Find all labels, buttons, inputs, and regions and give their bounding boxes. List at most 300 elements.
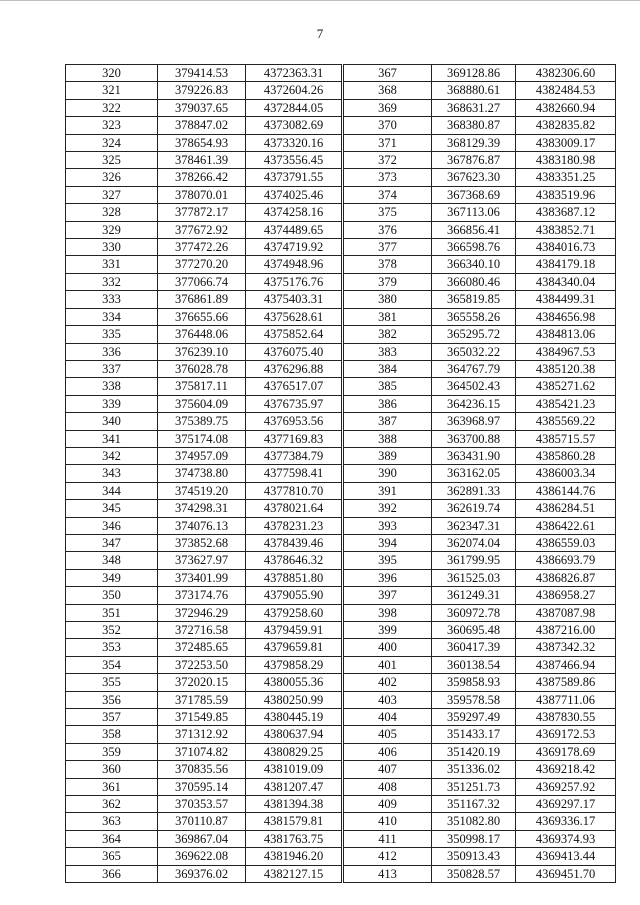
point-number-cell: 381 [344,308,432,325]
point-number-cell: 380 [344,291,432,308]
x-coordinate-cell: 362891.33 [432,482,516,499]
table-row [66,395,342,412]
y-coordinate-cell: 4378231.23 [246,517,342,534]
y-coordinate-cell: 4384016.73 [516,239,616,256]
point-number-cell: 352 [66,622,158,639]
point-number-cell: 335 [66,326,158,343]
table-row [344,465,616,482]
y-coordinate-cell: 4380445.19 [246,709,342,726]
x-coordinate-cell: 351336.02 [432,761,516,778]
y-coordinate-cell: 4386559.03 [516,534,616,551]
table-row [66,761,342,778]
point-number-cell: 377 [344,239,432,256]
table-row [66,413,342,430]
point-number-cell: 343 [66,465,158,482]
x-coordinate-cell: 371074.82 [158,743,246,760]
table-row [344,360,616,377]
x-coordinate-cell: 365819.85 [432,291,516,308]
y-coordinate-cell: 4374025.46 [246,186,342,203]
x-coordinate-cell: 351167.32 [432,796,516,813]
y-coordinate-cell: 4374719.92 [246,239,342,256]
point-number-cell: 328 [66,204,158,221]
table-row [66,848,342,865]
y-coordinate-cell: 4383687.12 [516,204,616,221]
table-row [344,674,616,691]
point-number-cell: 351 [66,604,158,621]
point-number-cell: 333 [66,291,158,308]
table-row [344,99,616,116]
x-coordinate-cell: 359578.58 [432,691,516,708]
y-coordinate-cell: 4385860.28 [516,447,616,464]
table-row [66,326,342,343]
coordinates-table-right [343,64,616,883]
y-coordinate-cell: 4382660.94 [516,99,616,116]
x-coordinate-cell: 363700.88 [432,430,516,447]
point-number-cell: 363 [66,813,158,830]
point-number-cell: 373 [344,169,432,186]
y-coordinate-cell: 4374489.65 [246,221,342,238]
table-row [66,430,342,447]
y-coordinate-cell: 4369172.53 [516,726,616,743]
y-coordinate-cell: 4383351.25 [516,169,616,186]
point-number-cell: 359 [66,743,158,760]
y-coordinate-cell: 4376953.56 [246,413,342,430]
table-row [344,186,616,203]
point-number-cell: 366 [66,865,158,882]
table-row [344,796,616,813]
y-coordinate-cell: 4383852.71 [516,221,616,238]
y-coordinate-cell: 4379258.60 [246,604,342,621]
y-coordinate-cell: 4381207.47 [246,778,342,795]
x-coordinate-cell: 370110.87 [158,813,246,830]
y-coordinate-cell: 4387830.55 [516,709,616,726]
y-coordinate-cell: 4382484.53 [516,82,616,99]
y-coordinate-cell: 4369178.69 [516,743,616,760]
y-coordinate-cell: 4374948.96 [246,256,342,273]
table-row [66,465,342,482]
table-row [344,639,616,656]
table-row [344,552,616,569]
y-coordinate-cell: 4386826.87 [516,569,616,586]
table-row [344,413,616,430]
x-coordinate-cell: 369622.08 [158,848,246,865]
x-coordinate-cell: 372485.65 [158,639,246,656]
y-coordinate-cell: 4379459.91 [246,622,342,639]
point-number-cell: 386 [344,395,432,412]
table-row [66,778,342,795]
x-coordinate-cell: 351251.73 [432,778,516,795]
point-number-cell: 405 [344,726,432,743]
x-coordinate-cell: 371312.92 [158,726,246,743]
point-number-cell: 331 [66,256,158,273]
y-coordinate-cell: 4384499.31 [516,291,616,308]
y-coordinate-cell: 4382306.60 [516,65,616,82]
table-row [66,656,342,673]
y-coordinate-cell: 4386693.79 [516,552,616,569]
table-row [344,622,616,639]
y-coordinate-cell: 4378646.32 [246,552,342,569]
x-coordinate-cell: 369376.02 [158,865,246,882]
x-coordinate-cell: 376239.10 [158,343,246,360]
table-row [66,813,342,830]
point-number-cell: 323 [66,117,158,134]
x-coordinate-cell: 366340.10 [432,256,516,273]
x-coordinate-cell: 360972.78 [432,604,516,621]
x-coordinate-cell: 375817.11 [158,378,246,395]
table-row [66,830,342,847]
table-row [66,360,342,377]
point-number-cell: 393 [344,517,432,534]
table-row [66,865,342,882]
x-coordinate-cell: 377672.92 [158,221,246,238]
y-coordinate-cell: 4378021.64 [246,500,342,517]
point-number-cell: 342 [66,447,158,464]
x-coordinate-cell: 370595.14 [158,778,246,795]
table-row [344,65,616,82]
x-coordinate-cell: 366080.46 [432,273,516,290]
table-row [344,308,616,325]
y-coordinate-cell: 4375403.31 [246,291,342,308]
coordinates-table-right-body [344,65,616,883]
x-coordinate-cell: 370353.57 [158,796,246,813]
point-number-cell: 337 [66,360,158,377]
x-coordinate-cell: 371549.85 [158,709,246,726]
point-number-cell: 327 [66,186,158,203]
x-coordinate-cell: 363162.05 [432,465,516,482]
table-row [66,552,342,569]
table-row [66,204,342,221]
table-row [66,674,342,691]
table-row [66,152,342,169]
y-coordinate-cell: 4381019.09 [246,761,342,778]
table-row [66,291,342,308]
x-coordinate-cell: 373174.76 [158,587,246,604]
point-number-cell: 397 [344,587,432,604]
point-number-cell: 372 [344,152,432,169]
point-number-cell: 326 [66,169,158,186]
x-coordinate-cell: 372020.15 [158,674,246,691]
point-number-cell: 360 [66,761,158,778]
table-row [344,830,616,847]
x-coordinate-cell: 378847.02 [158,117,246,134]
point-number-cell: 411 [344,830,432,847]
table-row [344,152,616,169]
x-coordinate-cell: 376655.66 [158,308,246,325]
point-number-cell: 392 [344,500,432,517]
x-coordinate-cell: 373852.68 [158,534,246,551]
table-row [66,378,342,395]
x-coordinate-cell: 378266.42 [158,169,246,186]
x-coordinate-cell: 361525.03 [432,569,516,586]
x-coordinate-cell: 377270.20 [158,256,246,273]
x-coordinate-cell: 376448.06 [158,326,246,343]
x-coordinate-cell: 366598.76 [432,239,516,256]
x-coordinate-cell: 366856.41 [432,221,516,238]
point-number-cell: 369 [344,99,432,116]
x-coordinate-cell: 379414.53 [158,65,246,82]
point-number-cell: 340 [66,413,158,430]
x-coordinate-cell: 375604.09 [158,395,246,412]
point-number-cell: 361 [66,778,158,795]
x-coordinate-cell: 351433.17 [432,726,516,743]
table-row [344,691,616,708]
x-coordinate-cell: 351082.80 [432,813,516,830]
y-coordinate-cell: 4379858.29 [246,656,342,673]
point-number-cell: 407 [344,761,432,778]
point-number-cell: 389 [344,447,432,464]
point-number-cell: 409 [344,796,432,813]
x-coordinate-cell: 368631.27 [432,99,516,116]
y-coordinate-cell: 4373791.55 [246,169,342,186]
table-row [66,604,342,621]
x-coordinate-cell: 367368.69 [432,186,516,203]
x-coordinate-cell: 374738.80 [158,465,246,482]
point-number-cell: 349 [66,569,158,586]
table-row [66,82,342,99]
point-number-cell: 384 [344,360,432,377]
point-number-cell: 403 [344,691,432,708]
x-coordinate-cell: 378654.93 [158,134,246,151]
x-coordinate-cell: 370835.56 [158,761,246,778]
y-coordinate-cell: 4376296.88 [246,360,342,377]
y-coordinate-cell: 4369451.70 [516,865,616,882]
point-number-cell: 391 [344,482,432,499]
x-coordinate-cell: 378070.01 [158,186,246,203]
y-coordinate-cell: 4387216.00 [516,622,616,639]
x-coordinate-cell: 360695.48 [432,622,516,639]
y-coordinate-cell: 4379659.81 [246,639,342,656]
point-number-cell: 378 [344,256,432,273]
table-row [344,204,616,221]
y-coordinate-cell: 4385271.62 [516,378,616,395]
table-row [66,343,342,360]
point-number-cell: 329 [66,221,158,238]
table-row [344,221,616,238]
y-coordinate-cell: 4384179.18 [516,256,616,273]
x-coordinate-cell: 379226.83 [158,82,246,99]
y-coordinate-cell: 4380250.99 [246,691,342,708]
point-number-cell: 324 [66,134,158,151]
table-row [66,622,342,639]
y-coordinate-cell: 4369413.44 [516,848,616,865]
point-number-cell: 400 [344,639,432,656]
table-row [66,273,342,290]
y-coordinate-cell: 4386003.34 [516,465,616,482]
x-coordinate-cell: 373627.97 [158,552,246,569]
x-coordinate-cell: 363968.97 [432,413,516,430]
x-coordinate-cell: 379037.65 [158,99,246,116]
x-coordinate-cell: 369128.86 [432,65,516,82]
x-coordinate-cell: 374957.09 [158,447,246,464]
point-number-cell: 401 [344,656,432,673]
table-row [66,256,342,273]
x-coordinate-cell: 369867.04 [158,830,246,847]
y-coordinate-cell: 4383180.98 [516,152,616,169]
y-coordinate-cell: 4385715.57 [516,430,616,447]
y-coordinate-cell: 4381394.38 [246,796,342,813]
x-coordinate-cell: 362074.04 [432,534,516,551]
table-row [344,656,616,673]
point-number-cell: 362 [66,796,158,813]
table-row [66,587,342,604]
x-coordinate-cell: 364236.15 [432,395,516,412]
y-coordinate-cell: 4384340.04 [516,273,616,290]
table-row [344,482,616,499]
point-number-cell: 338 [66,378,158,395]
point-number-cell: 341 [66,430,158,447]
point-number-cell: 332 [66,273,158,290]
table-row [66,691,342,708]
y-coordinate-cell: 4381763.75 [246,830,342,847]
x-coordinate-cell: 377066.74 [158,273,246,290]
point-number-cell: 347 [66,534,158,551]
x-coordinate-cell: 350913.43 [432,848,516,865]
table-row [344,604,616,621]
x-coordinate-cell: 360138.54 [432,656,516,673]
y-coordinate-cell: 4384967.53 [516,343,616,360]
y-coordinate-cell: 4387342.32 [516,639,616,656]
x-coordinate-cell: 361249.31 [432,587,516,604]
x-coordinate-cell: 350828.57 [432,865,516,882]
x-coordinate-cell: 365558.26 [432,308,516,325]
point-number-cell: 399 [344,622,432,639]
point-number-cell: 402 [344,674,432,691]
y-coordinate-cell: 4386422.61 [516,517,616,534]
point-number-cell: 357 [66,709,158,726]
coordinates-table-left [65,64,342,883]
y-coordinate-cell: 4387087.98 [516,604,616,621]
x-coordinate-cell: 359858.93 [432,674,516,691]
table-row [66,709,342,726]
point-number-cell: 336 [66,343,158,360]
table-row [344,256,616,273]
point-number-cell: 358 [66,726,158,743]
x-coordinate-cell: 375174.08 [158,430,246,447]
point-number-cell: 385 [344,378,432,395]
x-coordinate-cell: 371785.59 [158,691,246,708]
table-row [344,430,616,447]
point-number-cell: 356 [66,691,158,708]
y-coordinate-cell: 4387466.94 [516,656,616,673]
point-number-cell: 374 [344,186,432,203]
y-coordinate-cell: 4384813.06 [516,326,616,343]
x-coordinate-cell: 372946.29 [158,604,246,621]
x-coordinate-cell: 368380.87 [432,117,516,134]
table-row [66,482,342,499]
y-coordinate-cell: 4373082.69 [246,117,342,134]
y-coordinate-cell: 4377384.79 [246,447,342,464]
table-row [344,517,616,534]
x-coordinate-cell: 360417.39 [432,639,516,656]
table-row [66,726,342,743]
y-coordinate-cell: 4375628.61 [246,308,342,325]
table-row [344,378,616,395]
table-row [344,865,616,882]
table-row [66,534,342,551]
table-row [66,99,342,116]
table-row [344,291,616,308]
table-row [344,395,616,412]
y-coordinate-cell: 4373320.16 [246,134,342,151]
x-coordinate-cell: 350998.17 [432,830,516,847]
x-coordinate-cell: 364502.43 [432,378,516,395]
point-number-cell: 344 [66,482,158,499]
y-coordinate-cell: 4386958.27 [516,587,616,604]
x-coordinate-cell: 363431.90 [432,447,516,464]
table-row [344,82,616,99]
y-coordinate-cell: 4380055.36 [246,674,342,691]
y-coordinate-cell: 4374258.16 [246,204,342,221]
table-row [66,743,342,760]
point-number-cell: 325 [66,152,158,169]
x-coordinate-cell: 368880.61 [432,82,516,99]
y-coordinate-cell: 4369297.17 [516,796,616,813]
table-row [66,117,342,134]
point-number-cell: 410 [344,813,432,830]
y-coordinate-cell: 4386284.51 [516,500,616,517]
table-row [344,239,616,256]
x-coordinate-cell: 351420.19 [432,743,516,760]
y-coordinate-cell: 4376735.97 [246,395,342,412]
table-row [344,447,616,464]
x-coordinate-cell: 374076.13 [158,517,246,534]
table-row [344,569,616,586]
x-coordinate-cell: 367876.87 [432,152,516,169]
y-coordinate-cell: 4380829.25 [246,743,342,760]
x-coordinate-cell: 367113.06 [432,204,516,221]
table-row [344,709,616,726]
y-coordinate-cell: 4384656.98 [516,308,616,325]
point-number-cell: 408 [344,778,432,795]
y-coordinate-cell: 4378851.80 [246,569,342,586]
y-coordinate-cell: 4377169.83 [246,430,342,447]
x-coordinate-cell: 362347.31 [432,517,516,534]
table-row [66,569,342,586]
y-coordinate-cell: 4376075.40 [246,343,342,360]
x-coordinate-cell: 372716.58 [158,622,246,639]
y-coordinate-cell: 4380637.94 [246,726,342,743]
table-row [66,639,342,656]
point-number-cell: 398 [344,604,432,621]
y-coordinate-cell: 4383009.17 [516,134,616,151]
point-number-cell: 320 [66,65,158,82]
y-coordinate-cell: 4379055.90 [246,587,342,604]
x-coordinate-cell: 359297.49 [432,709,516,726]
table-row [344,534,616,551]
y-coordinate-cell: 4385421.23 [516,395,616,412]
point-number-cell: 382 [344,326,432,343]
table-row [66,65,342,82]
table-row [66,221,342,238]
x-coordinate-cell: 377872.17 [158,204,246,221]
table-row [66,308,342,325]
point-number-cell: 355 [66,674,158,691]
y-coordinate-cell: 4377810.70 [246,482,342,499]
y-coordinate-cell: 4369257.92 [516,778,616,795]
x-coordinate-cell: 368129.39 [432,134,516,151]
table-row [66,134,342,151]
top-rule [0,0,640,1]
x-coordinate-cell: 364767.79 [432,360,516,377]
table-row [344,169,616,186]
point-number-cell: 334 [66,308,158,325]
y-coordinate-cell: 4382127.15 [246,865,342,882]
table-row [344,587,616,604]
x-coordinate-cell: 373401.99 [158,569,246,586]
point-number-cell: 370 [344,117,432,134]
table-row [344,813,616,830]
point-number-cell: 406 [344,743,432,760]
